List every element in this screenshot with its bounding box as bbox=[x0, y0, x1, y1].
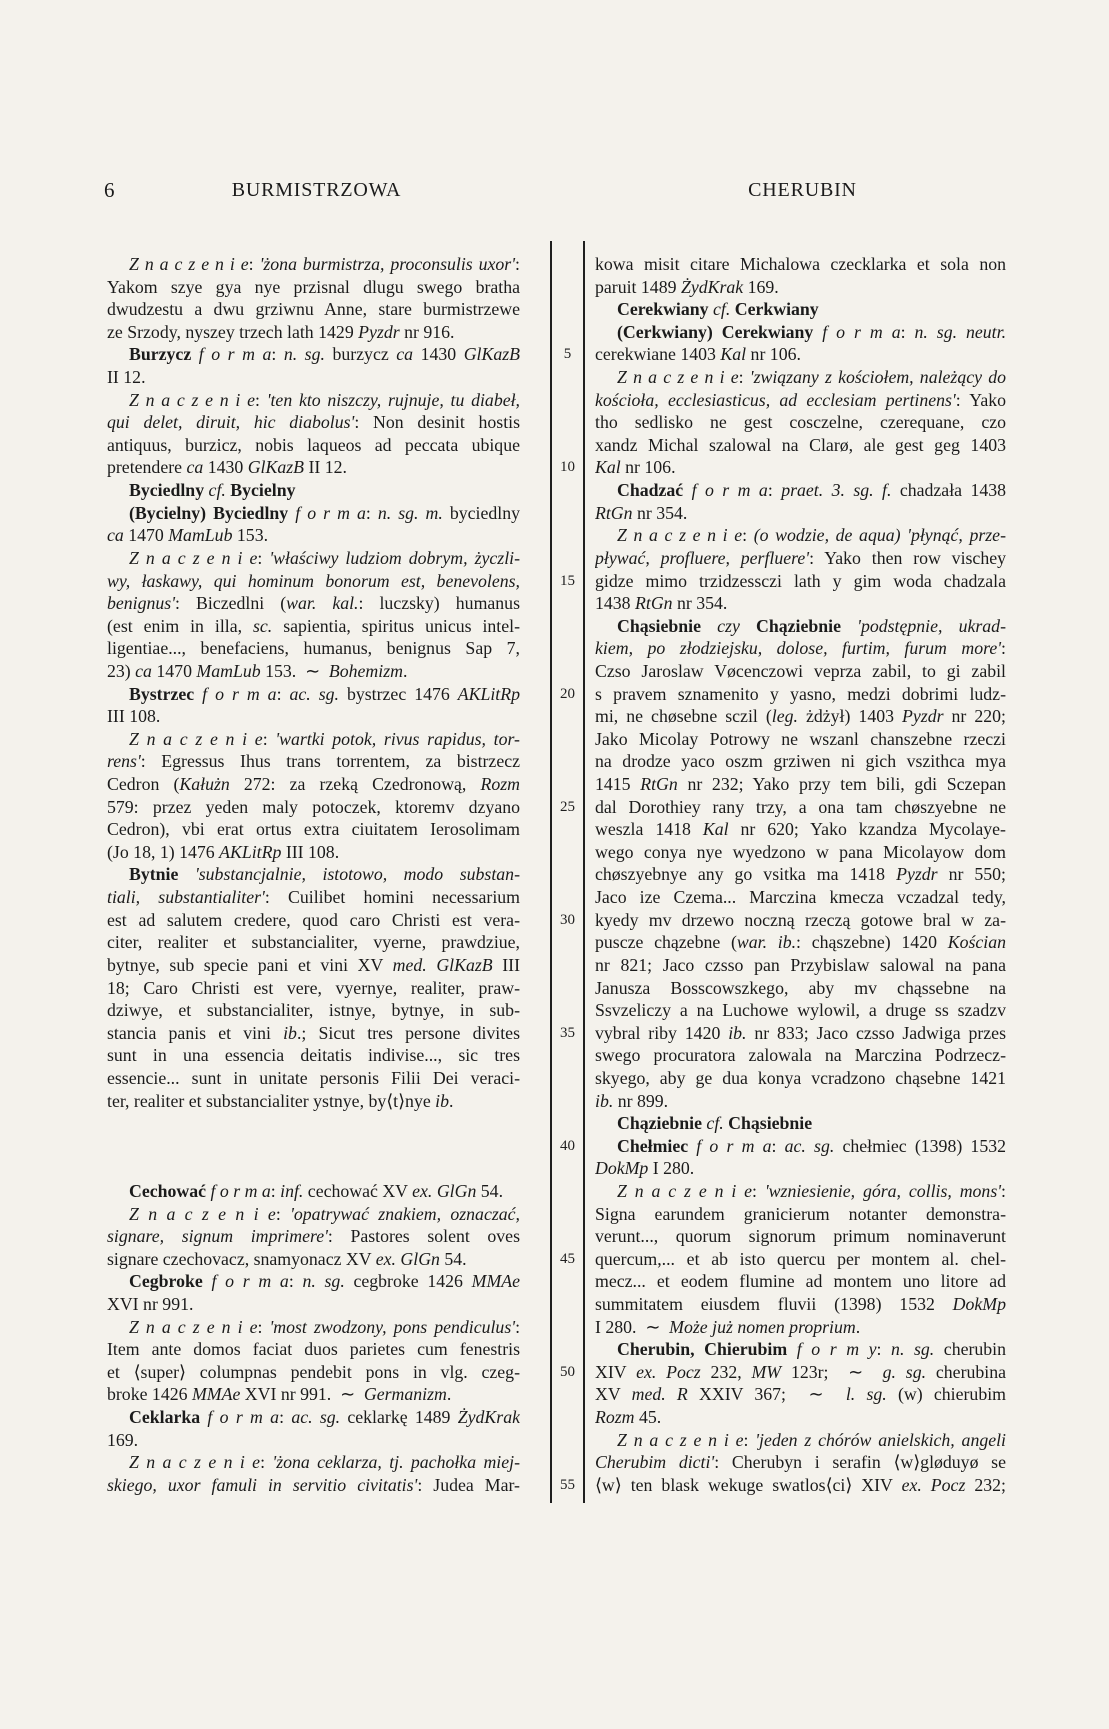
line-number-slot bbox=[552, 1112, 583, 1135]
line-number-slot bbox=[552, 1203, 583, 1226]
text-line: est ad salutem credere, quod caro Christi est vera- bbox=[107, 909, 520, 930]
text-line: Z n a c z e n i e: 'ten kto niszczy, rujnuje, tu diabeł, bbox=[129, 389, 520, 410]
text-line: Chąsiebnie czy Chąziebnie 'podstępnie, ukrad- bbox=[617, 615, 1006, 636]
line-number-slot bbox=[552, 1090, 583, 1113]
text-line: essencie... sunt in unitate personis Filii Dei veraci- bbox=[107, 1067, 520, 1088]
line-number-slot bbox=[552, 1451, 583, 1474]
line-number-slot bbox=[552, 999, 583, 1022]
line-number: 40 bbox=[560, 1137, 575, 1154]
line-number: 20 bbox=[560, 685, 575, 702]
text-line: quercum,... et ab isto quercu per montem al. chel- bbox=[595, 1248, 1006, 1269]
line-number-slot bbox=[552, 1316, 583, 1339]
text-line: 1438 RtGn nr 354. bbox=[595, 593, 728, 614]
text-line: stancia panis et vini ib.; Sicut tres persone divites bbox=[107, 1022, 520, 1043]
line-number-slot bbox=[552, 931, 583, 954]
text-line: Jako Micolay Potrowy ne wszanl chanszebne rzeczi bbox=[595, 728, 1006, 749]
text-line: (Cerkwiany) Cerekwiany f o r m a: n. sg. neutr. bbox=[617, 321, 1006, 342]
text-line: XVI nr 991. bbox=[107, 1294, 194, 1315]
line-number-slot bbox=[552, 615, 583, 638]
text-line: tiali, substantialiter': Cuilibet homini necessarium bbox=[107, 887, 520, 908]
line-number-slot bbox=[552, 1406, 583, 1429]
line-number-slot bbox=[552, 479, 583, 502]
line-number-slot bbox=[552, 660, 583, 683]
text-line: Cherubim dicti': Cherubyn i serafin ⟨w⟩gløduyø se bbox=[595, 1452, 1006, 1473]
line-number-slot bbox=[552, 502, 583, 525]
line-number-slot bbox=[552, 389, 583, 412]
text-line: Cedron (Kałużn 272: za rzeką Czedronową, Rozm bbox=[107, 774, 520, 795]
text-line: antiquus, burzicz, nobis laqueos ad peccata ubique bbox=[107, 434, 520, 455]
text-line: 579: przez yeden maly potoczek, ktoremv dzyano bbox=[107, 796, 520, 817]
text-line: tho sedlisko ne gest cosczelne, czerequane, czo bbox=[595, 412, 1006, 433]
text-line: III 108. bbox=[107, 706, 161, 727]
text-line: et ⟨super⟩ columpnas pendebit pons in vlg. czeg- bbox=[107, 1361, 520, 1382]
text-line: Cegbroke f o r m a: n. sg. cegbroke 1426 MMAe bbox=[129, 1271, 520, 1292]
line-number-slot bbox=[552, 705, 583, 728]
line-number: 55 bbox=[560, 1476, 575, 1493]
text-line: bytnye, sub specie pani et vini XV med. GlKazB III bbox=[107, 954, 520, 975]
text-line: XIV ex. Pocz 232, MW 123r; ∼ g. sg. cherubina bbox=[595, 1361, 1006, 1382]
text-line: Cedron), vbi erat ortus extra ciuitatem Ierosolimam bbox=[107, 819, 520, 840]
right-column bbox=[595, 253, 1006, 1497]
text-line bbox=[107, 1112, 520, 1135]
text-line bbox=[107, 1157, 520, 1180]
running-head-right: CHERUBIN bbox=[748, 179, 857, 201]
text-line: (Jo 18, 1) 1476 AKLitRp III 108. bbox=[107, 841, 340, 862]
text-line: Cerekwiany cf. Cerkwiany bbox=[617, 299, 819, 320]
text-line: benignus': Biczedlni (war. kal.: luczsky) humanus bbox=[107, 593, 520, 614]
text-line: 1415 RtGn nr 232; Yako przy tem bili, gdi Sczepan bbox=[595, 774, 1006, 795]
text-line: sunt in una essencia deitatis indivise..., sic tres bbox=[107, 1045, 520, 1066]
line-number: 30 bbox=[560, 911, 575, 928]
text-line: skyego, aby ge dua konya vcradzono chąsebne 1421 bbox=[595, 1067, 1006, 1088]
text-line: qui delet, diruit, hic diabolus': Non desinit hostis bbox=[107, 412, 520, 433]
text-line: Z n a c z e n i e: 'związany z kościołem, należący do bbox=[617, 367, 1006, 388]
text-line: (est enim in illa, sc. sapientia, spiritus unicus intel- bbox=[107, 615, 520, 636]
text-line: verunt..., quorum signorum primum nominaverunt bbox=[595, 1226, 1006, 1247]
text-line: Chadzać f o r m a: praet. 3. sg. f. chadzała 1438 bbox=[617, 480, 1006, 501]
text-line: pływać, profluere, perfluere': Yako then row vischey bbox=[595, 547, 1006, 568]
line-number-slot bbox=[552, 547, 583, 570]
text-line: dziwye, et substancialiter, istnye, bytnye, in sub- bbox=[107, 1000, 520, 1021]
text-line: swego procuratora zalowala na Marczina Podrzecz- bbox=[595, 1045, 1006, 1066]
left-column bbox=[107, 253, 520, 1497]
text-block bbox=[107, 253, 1006, 1503]
text-line: chøszyebnye any go vsitka ma 1418 Pyzdr nr 550; bbox=[595, 864, 1006, 885]
line-number-slot bbox=[552, 1157, 583, 1180]
text-line: Bystrzec f o r m a: ac. sg. bystrzec 1476 AKLitRp bbox=[129, 683, 520, 704]
text-line: kowa misit citare Michalowa czecklarka et sola non bbox=[595, 254, 1006, 274]
line-number-slot bbox=[552, 977, 583, 1000]
text-line: citer, realiter et substancialiter, vyerne, prawdziue, bbox=[107, 932, 520, 953]
text-line: I 280. ∼ Może już nomen proprium. bbox=[595, 1316, 861, 1337]
line-number-slot bbox=[552, 253, 583, 276]
text-line: ligentiae..., benefaciens, humanus, benignus Sap 7, bbox=[107, 638, 520, 659]
text-line: summitatem eiusdem fluvii (1398) 1532 DokMp bbox=[595, 1294, 1006, 1315]
line-number-slot bbox=[552, 276, 583, 299]
text-line: Item ante domos faciat duos parietes cum fenestris bbox=[107, 1339, 520, 1360]
text-line: ib. nr 899. bbox=[595, 1090, 669, 1111]
text-line: Z n a c z e n i e: 'jeden z chórów anielskich, angeli bbox=[617, 1429, 1006, 1450]
text-line: Ssvzeliczy a na Luchowe wylowil, a druge ss szadzv bbox=[595, 1000, 1006, 1021]
line-number-slot bbox=[552, 592, 583, 615]
text-line bbox=[107, 1135, 520, 1158]
text-line: DokMp I 280. bbox=[595, 1158, 695, 1179]
line-number-slot bbox=[552, 1270, 583, 1293]
line-number-slot bbox=[552, 434, 583, 457]
text-line: dal Dorothiey rany trzy, a ona tam chøszyebne ne bbox=[595, 796, 1006, 817]
line-number-slot bbox=[552, 1429, 583, 1452]
text-line: Z n a c z e n i e: 'wartki potok, rivus rapidus, tor- bbox=[129, 728, 520, 749]
text-line: Chąziebnie cf. Chąsiebnie bbox=[617, 1113, 813, 1134]
line-number-slot bbox=[552, 637, 583, 660]
text-line: xandz Michal szalowal na Clarø, ale gest geg 1403 bbox=[595, 434, 1006, 455]
text-line: 23) ca 1470 MamLub 153. ∼ Bohemizm. bbox=[107, 660, 408, 681]
text-line: Rozm 45. bbox=[595, 1407, 662, 1428]
text-line: mi, ne chøsebne sczil (leg. żdżył) 1403 Pyzdr nr 220; bbox=[595, 706, 1006, 727]
text-line: Kal nr 106. bbox=[595, 457, 676, 478]
line-number: 50 bbox=[560, 1363, 575, 1380]
text-line: kyedy mv drzewo noczną rzeczą gotowe bral w za- bbox=[595, 909, 1006, 930]
line-number-slot bbox=[552, 411, 583, 434]
text-line: wy, łaskawy, qui hominum bonorum est, benevolens, bbox=[107, 570, 520, 591]
line-number: 10 bbox=[560, 459, 575, 476]
text-line: broke 1426 MMAe XVI nr 991. ∼ Germanizm. bbox=[107, 1384, 452, 1405]
text-line: Bytnie 'substancjalnie, istotowo, modo substan- bbox=[129, 864, 520, 885]
line-number-slot bbox=[552, 818, 583, 841]
text-line: mecz... et eodem flumine ad montem uno litore ad bbox=[595, 1271, 1006, 1292]
text-line: Ceklarka f o r m a: ac. sg. ceklarkę 1489 ŻydKrak bbox=[129, 1407, 520, 1428]
text-line: signare, signum imprimere': Pastores solent oves bbox=[107, 1226, 520, 1247]
text-line: ze Srzody, nyszey trzech lath 1429 Pyzdr nr 916. bbox=[107, 321, 455, 342]
text-line: dwudzestu a dwu grziwnu Anne, stare burmistrzewe bbox=[107, 299, 520, 320]
text-line: weszla 1418 Kal nr 620; Yako kzandza Mycolaye- bbox=[595, 819, 1006, 840]
text-line: Z n a c z e n i e: 'most zwodzony, pons pendiculus': bbox=[129, 1316, 520, 1337]
line-number-slot bbox=[552, 841, 583, 864]
text-line: Z n a c z e n i e: (o wodzie, de aqua) 'płynąć, prze- bbox=[617, 525, 1006, 546]
text-line: gidze mimo trzidzessczi lath y gim woda chadzala bbox=[595, 570, 1006, 591]
text-line: Z n a c z e n i e: 'żona burmistrza, proconsulis uxor': bbox=[129, 254, 520, 274]
page-number: 6 bbox=[104, 178, 115, 202]
text-line: RtGn nr 354. bbox=[595, 502, 688, 523]
text-line: cerekwiane 1403 Kal nr 106. bbox=[595, 344, 801, 365]
text-line: s pravem sznamenito y yasno, medzi dobrimi ludz- bbox=[595, 683, 1006, 704]
line-number: 5 bbox=[563, 346, 572, 363]
line-number-slot bbox=[552, 728, 583, 751]
text-line: Czso Jaroslaw Vøcenczowi veprza zabil, to gi zabil bbox=[595, 660, 1006, 681]
text-line: kiem, po złodziejsku, dolose, furtim, furum more': bbox=[595, 638, 1006, 659]
line-number: 15 bbox=[560, 572, 575, 589]
text-line: Z n a c z e n i e: 'wzniesienie, góra, collis, mons': bbox=[617, 1180, 1006, 1201]
text-line: Cherubin, Chierubim f o r m y: n. sg. cherubin bbox=[617, 1339, 1006, 1360]
line-number-slot bbox=[552, 1293, 583, 1316]
text-line: wego conya nye wyedzono w pana Micolayow dom bbox=[595, 841, 1006, 862]
line-number-slot bbox=[552, 1067, 583, 1090]
line-number: 45 bbox=[560, 1250, 575, 1267]
text-line: ca 1470 MamLub 153. bbox=[107, 525, 269, 546]
text-line: rens': Egressus Ihus trans torrentem, za bistrzecz bbox=[107, 751, 520, 772]
line-number-slot bbox=[552, 1180, 583, 1203]
text-line: skiego, uxor famuli in servitio civitatis': Judea Mar- bbox=[107, 1474, 520, 1495]
line-number-slot bbox=[552, 524, 583, 547]
text-line: Z n a c z e n i e: 'opatrywać znakiem, oznaczać, bbox=[129, 1203, 520, 1224]
text-line: paruit 1489 ŻydKrak 169. bbox=[595, 276, 779, 297]
text-line: kościoła, ecclesiasticus, ad ecclesiam pertinens': Yako bbox=[595, 389, 1006, 410]
text-line: nr 821; Jaco czsso pan Przybislaw salowal na pana bbox=[595, 954, 1006, 975]
line-number-slot bbox=[552, 321, 583, 344]
running-head-left: BURMISTRZOWA bbox=[231, 179, 402, 201]
line-number-slot bbox=[552, 773, 583, 796]
text-line: XV med. R XXIV 367; ∼ l. sg. (w) chierubim bbox=[595, 1384, 1006, 1405]
text-line: vybral riby 1420 ib. nr 833; Jaco czsso Jadwiga przes bbox=[595, 1022, 1006, 1043]
line-number-gutter bbox=[550, 241, 585, 1503]
text-line: Byciedlny cf. Bycielny bbox=[129, 480, 296, 501]
text-line: Janusza Bosscowszkego, aby mv chąssebne na bbox=[595, 977, 1006, 998]
text-line: na drodze yaco oszm grziwen ni gich vszithca mya bbox=[595, 751, 1006, 772]
text-line: signare czechovacz, snamyonacz XV ex. GlGn 54. bbox=[107, 1248, 467, 1269]
line-number-slot bbox=[552, 863, 583, 886]
text-line: Cechować f o r m a: inf. cechować XV ex. GlGn 54. bbox=[129, 1180, 504, 1201]
line-number-slot bbox=[552, 1338, 583, 1361]
text-line: Signa earundem granicierum notanter demonstra- bbox=[595, 1203, 1006, 1224]
line-number-slot bbox=[552, 298, 583, 321]
text-line: 18; Caro Christi est vere, vyernye, realiter, praw- bbox=[107, 977, 520, 998]
text-line: ter, realiter et substancialiter ystnye, by⟨t⟩nye ib. bbox=[107, 1090, 454, 1111]
line-number-slot bbox=[552, 366, 583, 389]
text-line: 169. bbox=[107, 1429, 139, 1450]
text-line: Yakom szye gya nye przisnal dlugu swego bratha bbox=[107, 276, 520, 297]
text-line: puscze chązebne (war. ib.: chąszebne) 1420 Kościan bbox=[595, 932, 1006, 953]
line-number: 25 bbox=[560, 798, 575, 815]
line-number-slot bbox=[552, 750, 583, 773]
line-number: 35 bbox=[560, 1024, 575, 1041]
text-line: pretendere ca 1430 GlKazB II 12. bbox=[107, 457, 348, 478]
text-line: Z n a c z e n i e: 'właściwy ludziom dobrym, życzli- bbox=[129, 547, 520, 568]
text-line: Jaco ize Czema... Marczina kmecza vczadzal tedy, bbox=[595, 887, 1006, 908]
text-line: Chełmiec f o r m a: ac. sg. chełmiec (1398) 1532 bbox=[617, 1135, 1006, 1156]
line-number-slot bbox=[552, 954, 583, 977]
line-number-slot bbox=[552, 1383, 583, 1406]
line-number-slot bbox=[552, 1225, 583, 1248]
line-number-slot bbox=[552, 1044, 583, 1067]
line-number-slot bbox=[552, 886, 583, 909]
text-line: Burzycz f o r m a: n. sg. burzycz ca 1430 GlKazB bbox=[129, 344, 520, 365]
text-line: II 12. bbox=[107, 367, 146, 388]
text-line: (Bycielny) Byciedlny f o r m a: n. sg. m. byciedlny bbox=[129, 502, 520, 523]
text-line: ⟨w⟩ ten blask wekuge swatlos⟨ci⟩ XIV ex. Pocz 232; bbox=[595, 1474, 1006, 1495]
text-line: Z n a c z e n i e: 'żona ceklarza, tj. pachołka miej- bbox=[129, 1452, 520, 1473]
